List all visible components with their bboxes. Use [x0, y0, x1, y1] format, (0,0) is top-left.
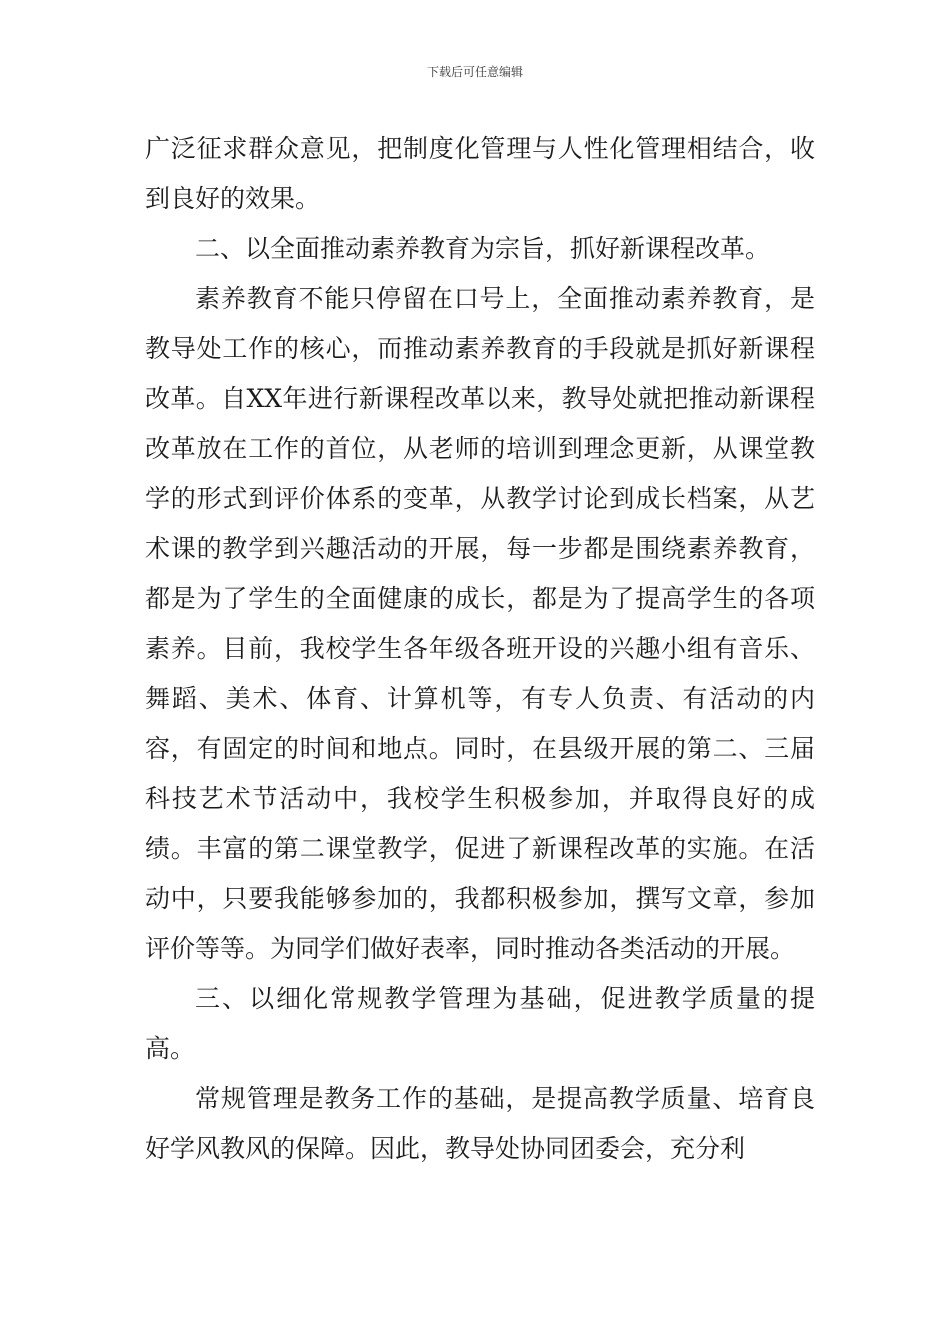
section-heading-3: 三、以细化常规教学管理为基础，促进教学质量的提高。	[145, 984, 815, 1063]
page-header: 下载后可任意编辑	[426, 65, 523, 79]
paragraph: 常规管理是教务工作的基础，是提高教学质量、培育良好学风教风的保障。因此，教导处协同团委会，充分利	[145, 1084, 815, 1163]
document-body	[145, 124, 815, 1174]
paragraph: 广泛征求群众意见，把制度化管理与人性化管理相结合，收到良好的效果。	[145, 134, 815, 213]
section-heading-2: 二、以全面推动素养教育为宗旨，抓好新课程改革。	[195, 234, 771, 263]
paragraph: 素养教育不能只停留在口号上，全面推动素养教育，是教导处工作的核心，而推动素养教育的手段就是抓好新课程改革。自XX年进行新课程改革以来，教导处就把推动新课程改革放在工作的首位，从老师的培训到理念更新，从课堂教学的形式到评价体系的变革，从教学讨论到成长档案，从艺术课的教学到兴趣活动的开展，每一步都是围绕素养教育，都是为了学生的全面健康的成长，都是为了提高学生的各项素养。目前，我校学生各年级各班开设的兴趣小组有音乐、舞蹈、美术、体育、计算机等，有专人负责、有活动的内容，有固定的时间和地点。同时，在县级开展的第二、三届科技艺术节活动中，我校学生积极参加，并取得良好的成绩。丰富的第二课堂教学，促进了新课程改革的实施。在活动中，只要我能够参加的，我都积极参加，撰写文章，参加评价等等。为同学们做好表率，同时推动各类活动的开展。	[145, 284, 815, 963]
